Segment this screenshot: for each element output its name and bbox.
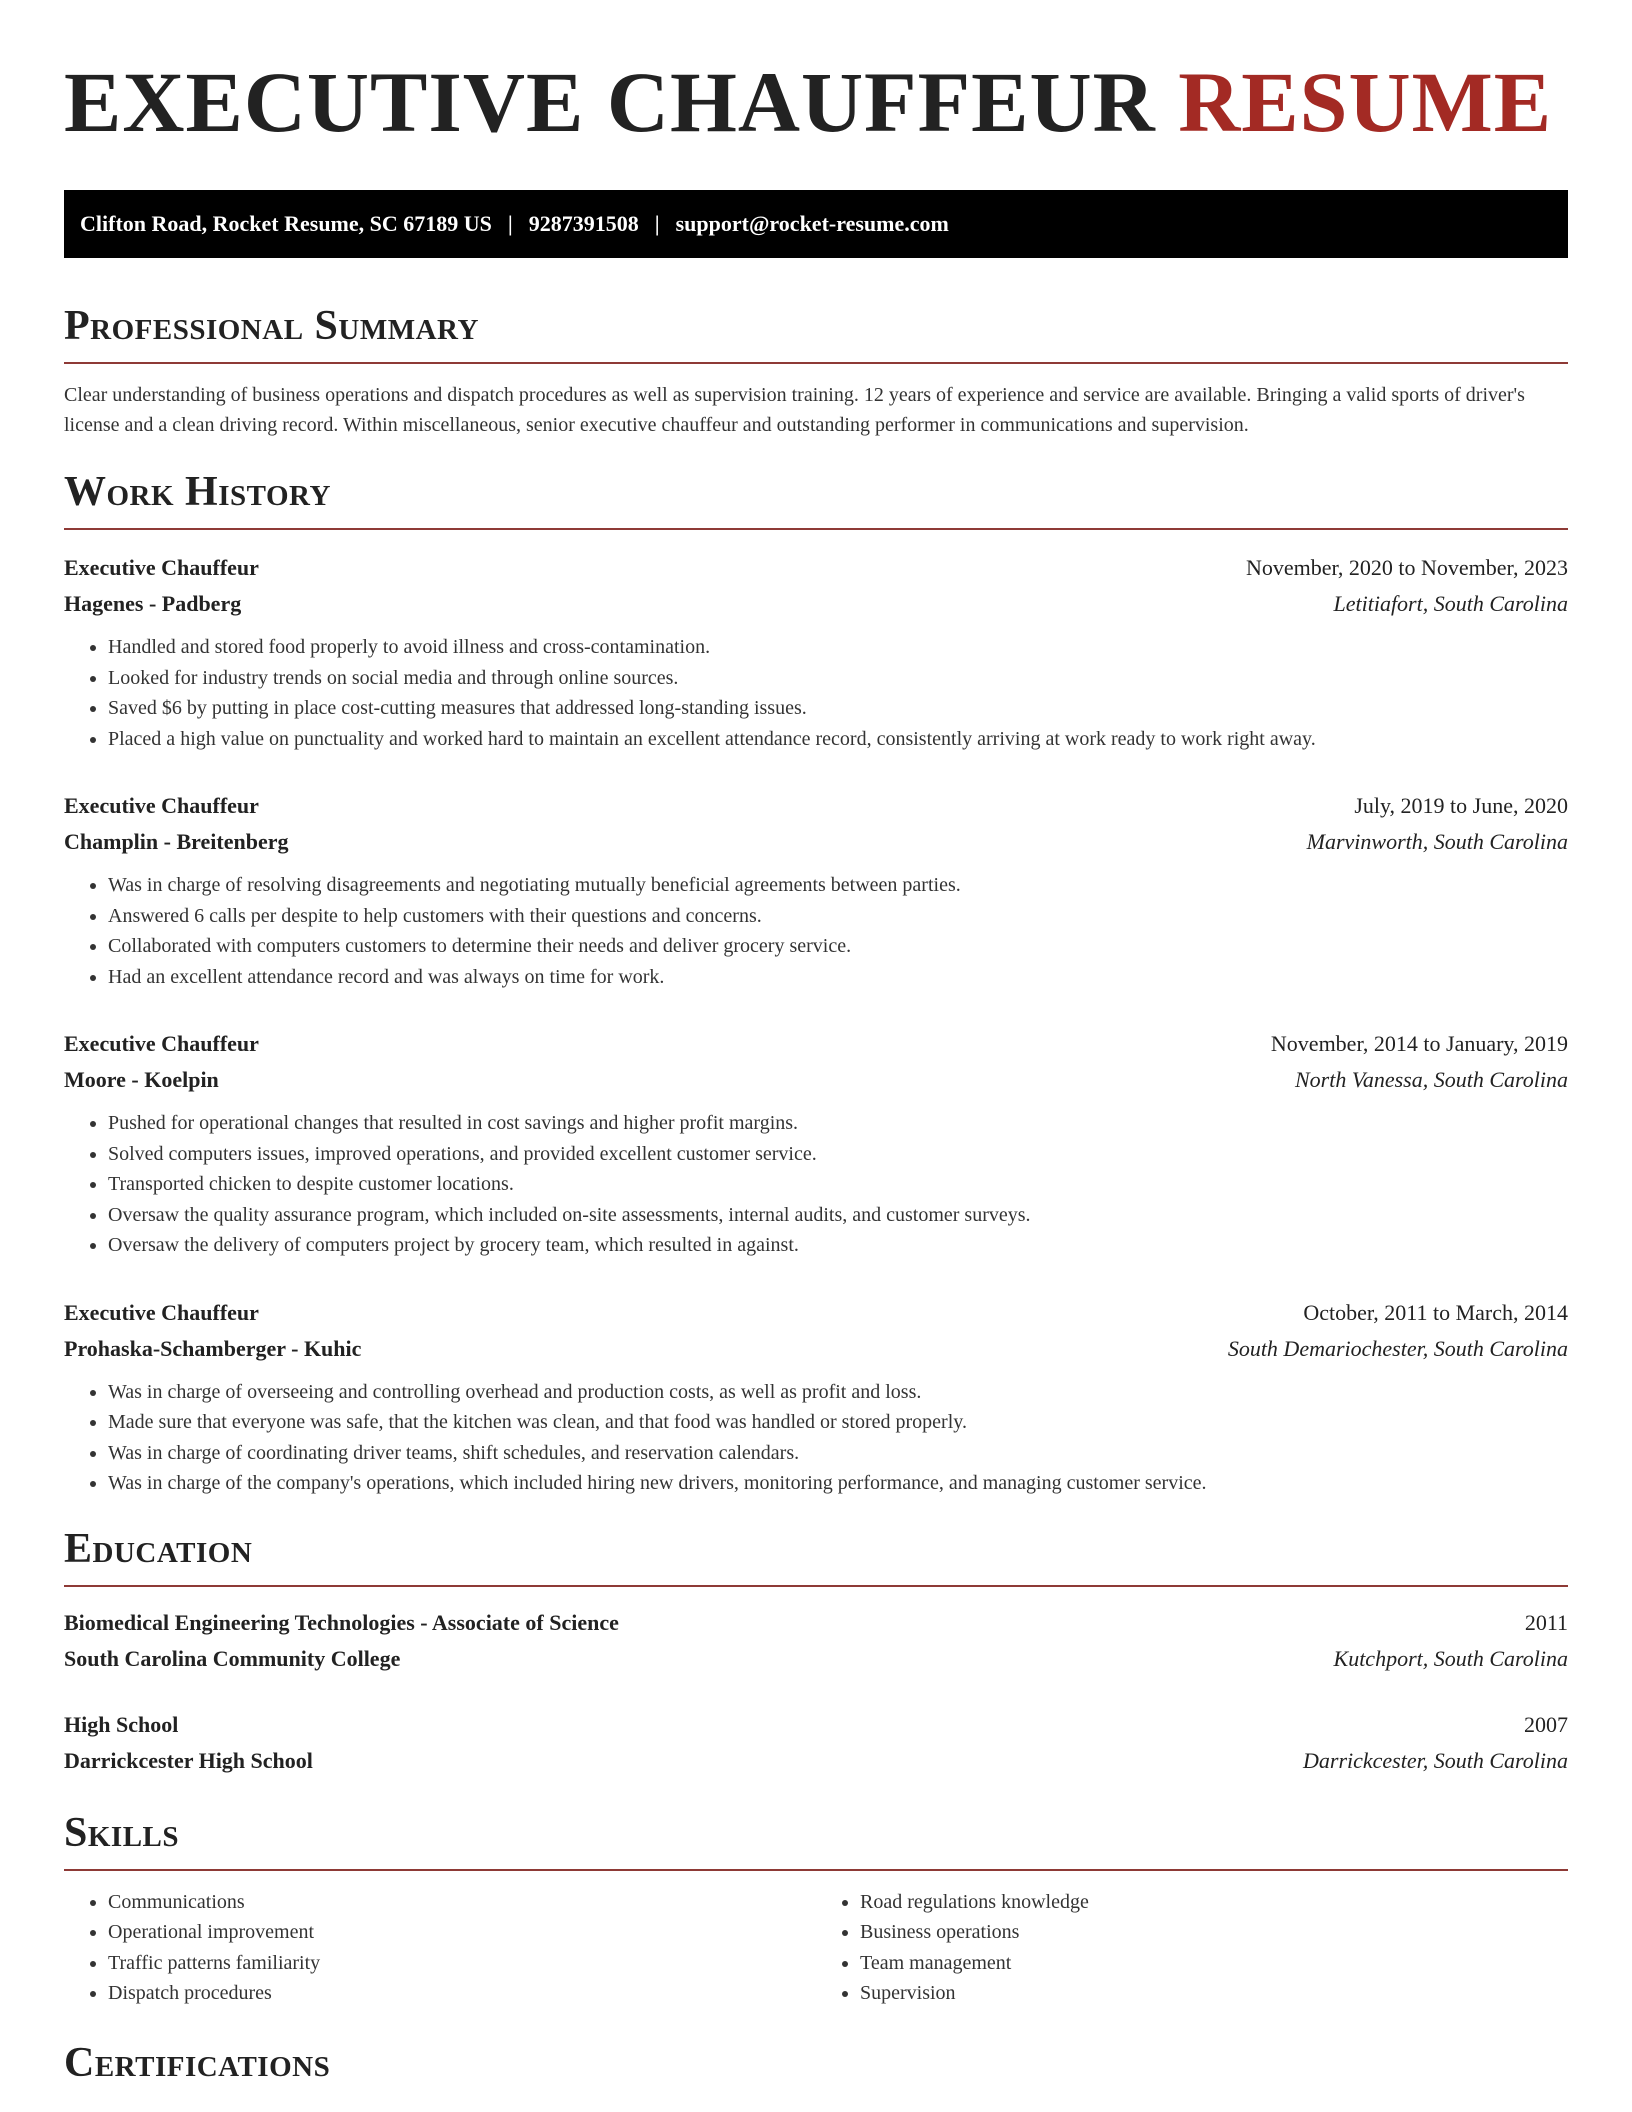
contact-email[interactable]: support@rocket-resume.com xyxy=(675,211,949,236)
resume-title xyxy=(64,0,1568,152)
job-dates: October, 2011 to March, 2014 xyxy=(1303,1299,1568,1325)
job-entry xyxy=(64,550,1568,754)
job-dates: July, 2019 to June, 2020 xyxy=(1354,793,1568,818)
list-item: • Answered 6 calls per despite to help customers with their questions and concerns. xyxy=(108,901,1568,932)
job-title: Executive Chauffeur xyxy=(64,555,259,580)
list-item: • Was in charge of coordinating driver teams, shift schedules, and reservation calendars. xyxy=(108,1438,1568,1469)
list-item: • Supervision xyxy=(860,1978,1568,2009)
job-bullets xyxy=(64,1108,1568,1261)
section-divider xyxy=(64,528,1568,530)
education-entry xyxy=(64,1707,1568,1779)
list-item: • Business operations xyxy=(860,1917,1568,1948)
job-location: North Vanessa, South Carolina xyxy=(1295,1067,1568,1092)
job-location: South Demariochester, South Carolina xyxy=(1227,1335,1568,1361)
contact-bar xyxy=(64,190,1568,258)
skills-heading: Skills xyxy=(64,1809,180,1856)
list-item: • Transported chicken to despite customer locations. xyxy=(108,1169,1568,1200)
certifications-heading: Certifications xyxy=(64,2039,331,2086)
job-dates: November, 2020 to November, 2023 xyxy=(1245,555,1568,580)
job-company: Prohaska-Schamberger - Kuhic xyxy=(64,1335,362,1361)
education-section xyxy=(64,1523,1568,1779)
contact-phone[interactable]: 9287391508 xyxy=(528,211,639,236)
list-item: • Was in charge of the company's operations, which included hiring new drivers, monitoring performance, and managing customer service. xyxy=(108,1468,1568,1499)
section-divider xyxy=(64,362,1568,364)
education-school: South Carolina Community College xyxy=(64,1645,401,1671)
list-item: • Dispatch procedures xyxy=(108,1978,816,2009)
list-item: • Operational improvement xyxy=(108,1917,816,1948)
list-item: • Placed a high value on punctuality and worked hard to maintain an excellent attendance record, consistently arriving at work ready to work right away. xyxy=(108,724,1568,755)
skills-list-left xyxy=(64,1887,816,2009)
work-history-section xyxy=(64,466,1568,1499)
skills-list-right xyxy=(816,1887,1568,2009)
job-bullets xyxy=(64,870,1568,992)
contact-separator: | xyxy=(507,211,513,236)
job-entry xyxy=(64,1295,1568,1499)
list-item: • Handled and stored food properly to avoid illness and cross-contamination. xyxy=(108,632,1568,663)
education-heading: Education xyxy=(64,1525,253,1572)
list-item: • Saved $6 by putting in place cost-cutting measures that addressed long-standing issues. xyxy=(108,693,1568,724)
job-company: Champlin - Breitenberg xyxy=(64,829,289,854)
list-item: • Solved computers issues, improved operations, and provided excellent customer service. xyxy=(108,1139,1568,1170)
list-item: • Traffic patterns familiarity xyxy=(108,1948,816,1979)
education-year: 2011 xyxy=(1524,1609,1568,1635)
job-location: Marvinworth, South Carolina xyxy=(1306,829,1568,854)
job-location: Letitiafort, South Carolina xyxy=(1333,591,1568,616)
job-bullets xyxy=(64,1377,1568,1499)
education-entry xyxy=(64,1605,1568,1677)
job-bullets xyxy=(64,632,1568,754)
skills-columns xyxy=(64,1887,1568,2009)
job-title: Executive Chauffeur xyxy=(64,1031,259,1056)
summary-heading: Professional Summary xyxy=(64,303,479,349)
education-school: Darrickcester High School xyxy=(64,1747,313,1773)
job-company: Moore - Koelpin xyxy=(64,1067,219,1092)
list-item: • Looked for industry trends on social media and through online sources. xyxy=(108,663,1568,694)
contact-address: Clifton Road, Rocket Resume, SC 67189 US xyxy=(80,211,492,236)
education-year: 2007 xyxy=(1524,1711,1568,1737)
list-item: • Had an excellent attendance record and was always on time for work. xyxy=(108,962,1568,993)
contact-separator: | xyxy=(654,211,660,236)
job-entry xyxy=(64,788,1568,992)
education-location: Kutchport, South Carolina xyxy=(1333,1645,1568,1671)
list-item: • Road regulations knowledge xyxy=(860,1887,1568,1918)
summary-section xyxy=(64,300,1568,440)
title-accent: RESUME xyxy=(1178,54,1553,150)
list-item: • Made sure that everyone was safe, that the kitchen was clean, and that food was handled or stored properly. xyxy=(108,1407,1568,1438)
list-item: • Team management xyxy=(860,1948,1568,1979)
job-title: Executive Chauffeur xyxy=(64,793,259,818)
job-title: Executive Chauffeur xyxy=(64,1299,259,1325)
work-history-heading: Work History xyxy=(64,469,331,515)
list-item: • Oversaw the delivery of computers project by grocery team, which resulted in against. xyxy=(108,1230,1568,1261)
education-degree: Biomedical Engineering Technologies - Associate of Science xyxy=(64,1609,619,1635)
list-item: • Collaborated with computers customers to determine their needs and deliver grocery service. xyxy=(108,931,1568,962)
section-divider xyxy=(64,1585,1568,1587)
title-main: EXECUTIVE CHAUFFEUR xyxy=(64,54,1156,150)
education-degree: High School xyxy=(64,1711,179,1737)
list-item: • Was in charge of resolving disagreements and negotiating mutually beneficial agreements between parties. xyxy=(108,870,1568,901)
list-item: • Was in charge of overseeing and controlling overhead and production costs, as well as profit and loss. xyxy=(108,1377,1568,1408)
summary-text: Clear understanding of business operations and dispatch procedures as well as supervision training. 12 years of experience and service are available. Bringing a valid sports of driver's license and a clean driving record. Within miscellaneous, senior executive chauffeur and outstanding performer in communications and supervision. xyxy=(64,384,1525,436)
section-divider xyxy=(64,1869,1568,1871)
job-dates: November, 2014 to January, 2019 xyxy=(1270,1031,1568,1056)
job-entry xyxy=(64,1026,1568,1261)
list-item: • Pushed for operational changes that resulted in cost savings and higher profit margins. xyxy=(108,1108,1568,1139)
list-item: • Oversaw the quality assurance program, which included on-site assessments, internal audits, and customer surveys. xyxy=(108,1200,1568,1231)
job-company: Hagenes - Padberg xyxy=(64,591,242,616)
certifications-section xyxy=(64,2037,1568,2089)
education-location: Darrickcester, South Carolina xyxy=(1303,1747,1568,1773)
list-item: • Communications xyxy=(108,1887,816,1918)
skills-section xyxy=(64,1807,1568,2009)
